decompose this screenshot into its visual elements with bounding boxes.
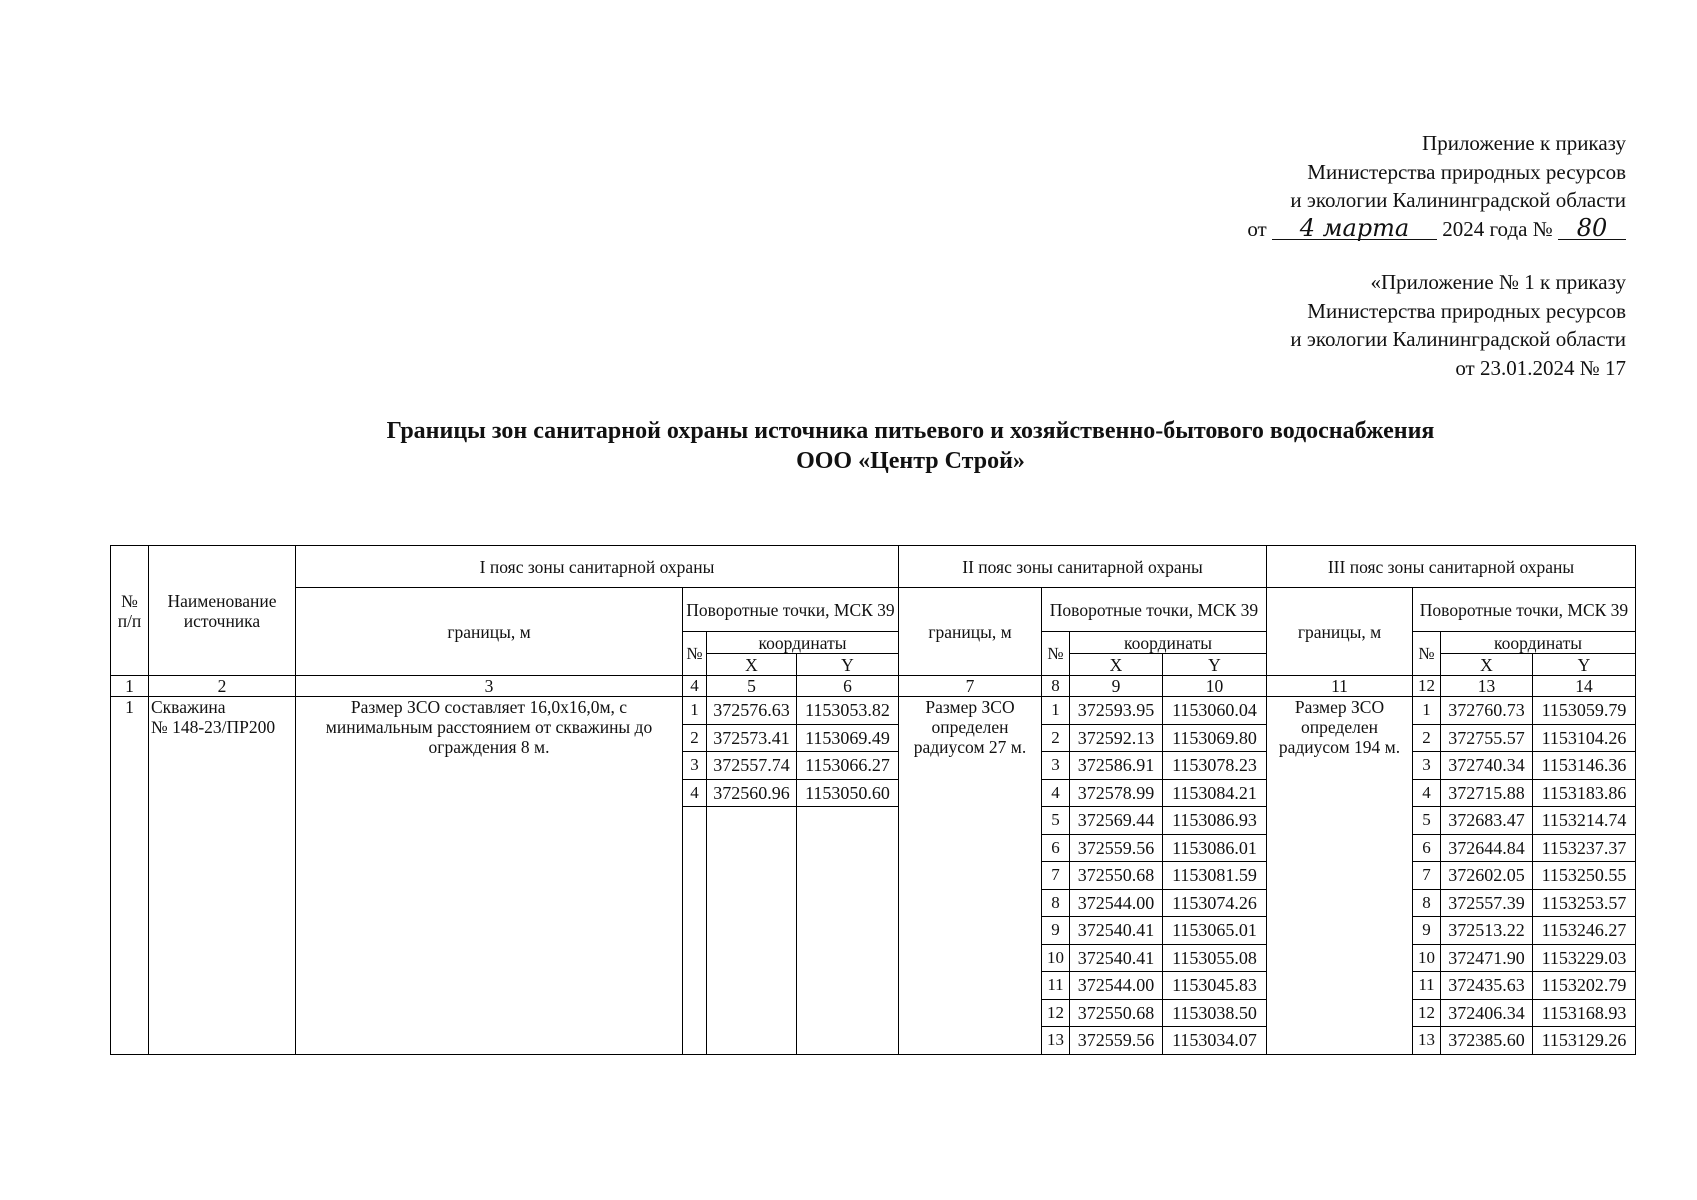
coord-x: 372578.99 bbox=[1070, 779, 1163, 807]
coord-y: 1153060.04 bbox=[1163, 697, 1267, 725]
point-number: 8 bbox=[1413, 889, 1441, 917]
zone3-borders-text: Размер ЗСО определен радиусом 194 м. bbox=[1267, 697, 1413, 1055]
point-number: 8 bbox=[1042, 889, 1070, 917]
column-number: 1 bbox=[111, 676, 149, 697]
header-borders: границы, м bbox=[296, 588, 683, 676]
empty-point-number bbox=[683, 1027, 707, 1055]
coord-x: 372715.88 bbox=[1441, 779, 1533, 807]
empty-coord-x bbox=[707, 999, 797, 1027]
coord-y: 1153066.27 bbox=[797, 752, 899, 780]
column-number: 3 bbox=[296, 676, 683, 697]
point-number: 2 bbox=[1413, 724, 1441, 752]
coord-x: 372576.63 bbox=[707, 697, 797, 725]
column-number: 7 bbox=[899, 676, 1042, 697]
point-number: 11 bbox=[1042, 972, 1070, 1000]
empty-coord-y bbox=[797, 807, 899, 835]
header-x: X bbox=[707, 654, 797, 676]
point-number: 7 bbox=[1042, 862, 1070, 890]
annex-header-line: Приложение к приказу bbox=[1422, 131, 1626, 155]
point-number: 4 bbox=[1042, 779, 1070, 807]
point-number: 2 bbox=[1042, 724, 1070, 752]
empty-coord-y bbox=[797, 834, 899, 862]
coord-y: 1153086.93 bbox=[1163, 807, 1267, 835]
empty-point-number bbox=[683, 972, 707, 1000]
coord-y: 1153253.57 bbox=[1533, 889, 1636, 917]
empty-coord-y bbox=[797, 944, 899, 972]
annex-header bbox=[1247, 129, 1626, 243]
coord-x: 372586.91 bbox=[1070, 752, 1163, 780]
empty-coord-y bbox=[797, 917, 899, 945]
coord-x: 372544.00 bbox=[1070, 889, 1163, 917]
column-number: 5 bbox=[707, 676, 797, 697]
header-zone2: II пояс зоны санитарной охраны bbox=[899, 546, 1267, 588]
point-number: 13 bbox=[1042, 1027, 1070, 1055]
coord-y: 1153214.74 bbox=[1533, 807, 1636, 835]
coord-x: 372755.57 bbox=[1441, 724, 1533, 752]
annex-header-line: «Приложение № 1 к приказу bbox=[1370, 270, 1626, 294]
zone2-borders-text: Размер ЗСО определен радиусом 27 м. bbox=[899, 697, 1042, 1055]
empty-coord-y bbox=[797, 862, 899, 890]
empty-coord-y bbox=[797, 999, 899, 1027]
empty-point-number bbox=[683, 834, 707, 862]
annex-header-line: и экологии Калининградской области bbox=[1290, 327, 1626, 351]
point-number: 3 bbox=[1413, 752, 1441, 780]
point-number: 4 bbox=[1413, 779, 1441, 807]
source-id: № 148-23/ПР200 bbox=[151, 717, 276, 737]
coord-x: 372550.68 bbox=[1070, 862, 1163, 890]
column-number: 4 bbox=[683, 676, 707, 697]
coord-x: 372593.95 bbox=[1070, 697, 1163, 725]
handwritten-date: 4 марта bbox=[1272, 217, 1437, 240]
header-zone1: I пояс зоны санитарной охраны bbox=[296, 546, 899, 588]
empty-coord-x bbox=[707, 889, 797, 917]
coord-y: 1153104.26 bbox=[1533, 724, 1636, 752]
coord-y: 1153237.37 bbox=[1533, 834, 1636, 862]
coord-x: 372435.63 bbox=[1441, 972, 1533, 1000]
coord-x: 372569.44 bbox=[1070, 807, 1163, 835]
column-number: 6 bbox=[797, 676, 899, 697]
coord-x: 372644.84 bbox=[1441, 834, 1533, 862]
header-coordinates: координаты bbox=[1441, 632, 1636, 654]
table-row bbox=[111, 697, 1636, 725]
point-number: 11 bbox=[1413, 972, 1441, 1000]
coord-x: 372550.68 bbox=[1070, 999, 1163, 1027]
title-line: Границы зон санитарной охраны источника питьевого и хозяйственно-бытового водоснабжения bbox=[386, 418, 1435, 444]
coord-x: 372557.39 bbox=[1441, 889, 1533, 917]
header-coordinates: координаты bbox=[1070, 632, 1267, 654]
empty-coord-y bbox=[797, 1027, 899, 1055]
column-number: 12 bbox=[1413, 676, 1441, 697]
column-number: 11 bbox=[1267, 676, 1413, 697]
header-x: X bbox=[1441, 654, 1533, 676]
coord-x: 372760.73 bbox=[1441, 697, 1533, 725]
coord-x: 372406.34 bbox=[1441, 999, 1533, 1027]
point-number: 3 bbox=[1042, 752, 1070, 780]
coord-x: 372471.90 bbox=[1441, 944, 1533, 972]
coord-y: 1153086.01 bbox=[1163, 834, 1267, 862]
point-number: 7 bbox=[1413, 862, 1441, 890]
row-number: 1 bbox=[111, 697, 149, 1055]
coord-x: 372544.00 bbox=[1070, 972, 1163, 1000]
coord-x: 372540.41 bbox=[1070, 917, 1163, 945]
empty-coord-x bbox=[707, 862, 797, 890]
coord-y: 1153081.59 bbox=[1163, 862, 1267, 890]
coord-y: 1153074.26 bbox=[1163, 889, 1267, 917]
coord-y: 1153069.49 bbox=[797, 724, 899, 752]
handwritten-order-number: 80 bbox=[1558, 217, 1626, 240]
point-number: 1 bbox=[683, 697, 707, 725]
empty-coord-x bbox=[707, 834, 797, 862]
point-number: 13 bbox=[1413, 1027, 1441, 1055]
empty-point-number bbox=[683, 889, 707, 917]
point-number: 2 bbox=[683, 724, 707, 752]
point-number: 5 bbox=[1042, 807, 1070, 835]
header-num: № п/п bbox=[111, 546, 149, 676]
point-number: 6 bbox=[1042, 834, 1070, 862]
header-point-no: № bbox=[1413, 632, 1441, 676]
point-number: 10 bbox=[1413, 944, 1441, 972]
coord-y: 1153129.26 bbox=[1533, 1027, 1636, 1055]
empty-coord-x bbox=[707, 1027, 797, 1055]
coord-x: 372683.47 bbox=[1441, 807, 1533, 835]
coord-x: 372559.56 bbox=[1070, 834, 1163, 862]
header-turning-points: Поворотные точки, МСК 39 bbox=[683, 588, 899, 632]
point-number: 4 bbox=[683, 779, 707, 807]
empty-point-number bbox=[683, 944, 707, 972]
empty-coord-y bbox=[797, 972, 899, 1000]
coord-y: 1153078.23 bbox=[1163, 752, 1267, 780]
empty-coord-x bbox=[707, 944, 797, 972]
column-number: 9 bbox=[1070, 676, 1163, 697]
coord-x: 372740.34 bbox=[1441, 752, 1533, 780]
coord-y: 1153034.07 bbox=[1163, 1027, 1267, 1055]
header-point-no: № bbox=[1042, 632, 1070, 676]
coord-x: 372559.56 bbox=[1070, 1027, 1163, 1055]
header-turning-points: Поворотные точки, МСК 39 bbox=[1413, 588, 1636, 632]
from-label: от bbox=[1247, 216, 1267, 241]
sanitary-zone-table bbox=[110, 545, 1636, 1055]
point-number: 1 bbox=[1413, 697, 1441, 725]
coord-x: 372602.05 bbox=[1441, 862, 1533, 890]
coord-y: 1153038.50 bbox=[1163, 999, 1267, 1027]
coord-y: 1153055.08 bbox=[1163, 944, 1267, 972]
point-number: 10 bbox=[1042, 944, 1070, 972]
empty-point-number bbox=[683, 807, 707, 835]
point-number: 1 bbox=[1042, 697, 1070, 725]
column-numbers-row bbox=[111, 676, 1636, 697]
coord-y: 1153168.93 bbox=[1533, 999, 1636, 1027]
header-coordinates: координаты bbox=[707, 632, 899, 654]
header-y: Y bbox=[797, 654, 899, 676]
empty-point-number bbox=[683, 917, 707, 945]
coord-y: 1153229.03 bbox=[1533, 944, 1636, 972]
coord-x: 372592.13 bbox=[1070, 724, 1163, 752]
coord-y: 1153045.83 bbox=[1163, 972, 1267, 1000]
coord-x: 372513.22 bbox=[1441, 917, 1533, 945]
empty-coord-x bbox=[707, 972, 797, 1000]
order-date-line bbox=[1247, 215, 1626, 244]
coord-y: 1153146.36 bbox=[1533, 752, 1636, 780]
column-number: 2 bbox=[149, 676, 296, 697]
annex-header-line: от 23.01.2024 № 17 bbox=[1455, 355, 1626, 380]
header-turning-points: Поворотные точки, МСК 39 bbox=[1042, 588, 1267, 632]
zone1-borders-text: Размер ЗСО составляет 16,0х16,0м, с минимальным расстоянием от скважины до ограждения 8 м. bbox=[296, 697, 683, 1055]
empty-coord-x bbox=[707, 807, 797, 835]
point-number: 3 bbox=[683, 752, 707, 780]
coord-y: 1153202.79 bbox=[1533, 972, 1636, 1000]
coord-x: 372557.74 bbox=[707, 752, 797, 780]
column-number: 10 bbox=[1163, 676, 1267, 697]
annex-header-line: Министерства природных ресурсов bbox=[1307, 159, 1626, 184]
annex-header-line: и экологии Калининградской области bbox=[1290, 188, 1626, 212]
coord-x: 372385.60 bbox=[1441, 1027, 1533, 1055]
empty-point-number bbox=[683, 999, 707, 1027]
coord-x: 372540.41 bbox=[1070, 944, 1163, 972]
empty-coord-x bbox=[707, 917, 797, 945]
header-y: Y bbox=[1163, 654, 1267, 676]
point-number: 12 bbox=[1413, 999, 1441, 1027]
empty-coord-y bbox=[797, 889, 899, 917]
point-number: 6 bbox=[1413, 834, 1441, 862]
header-point-no: № bbox=[683, 632, 707, 676]
coord-y: 1153050.60 bbox=[797, 779, 899, 807]
header-borders: границы, м bbox=[899, 588, 1042, 676]
coord-y: 1153069.80 bbox=[1163, 724, 1267, 752]
header-borders: границы, м bbox=[1267, 588, 1413, 676]
source-type: Скважина bbox=[151, 697, 226, 717]
header-source-name: Наименование источника bbox=[149, 546, 296, 676]
column-number: 8 bbox=[1042, 676, 1070, 697]
coord-y: 1153084.21 bbox=[1163, 779, 1267, 807]
coord-y: 1153250.55 bbox=[1533, 862, 1636, 890]
column-number: 14 bbox=[1533, 676, 1636, 697]
point-number: 9 bbox=[1413, 917, 1441, 945]
annex-header-line: Министерства природных ресурсов bbox=[1307, 298, 1626, 323]
header-x: X bbox=[1070, 654, 1163, 676]
coord-y: 1153183.86 bbox=[1533, 779, 1636, 807]
original-annex-header bbox=[1290, 268, 1626, 382]
year-label: 2024 года № bbox=[1442, 216, 1553, 241]
coord-y: 1153059.79 bbox=[1533, 697, 1636, 725]
coord-y: 1153053.82 bbox=[797, 697, 899, 725]
title-line: ООО «Центр Строй» bbox=[796, 448, 1025, 474]
point-number: 5 bbox=[1413, 807, 1441, 835]
coord-x: 372560.96 bbox=[707, 779, 797, 807]
source-name bbox=[149, 697, 296, 1055]
coord-y: 1153246.27 bbox=[1533, 917, 1636, 945]
point-number: 9 bbox=[1042, 917, 1070, 945]
coord-y: 1153065.01 bbox=[1163, 917, 1267, 945]
column-number: 13 bbox=[1441, 676, 1533, 697]
coord-x: 372573.41 bbox=[707, 724, 797, 752]
document-title bbox=[0, 416, 1697, 476]
empty-point-number bbox=[683, 862, 707, 890]
header-y: Y bbox=[1533, 654, 1636, 676]
point-number: 12 bbox=[1042, 999, 1070, 1027]
header-zone3: III пояс зоны санитарной охраны bbox=[1267, 546, 1636, 588]
